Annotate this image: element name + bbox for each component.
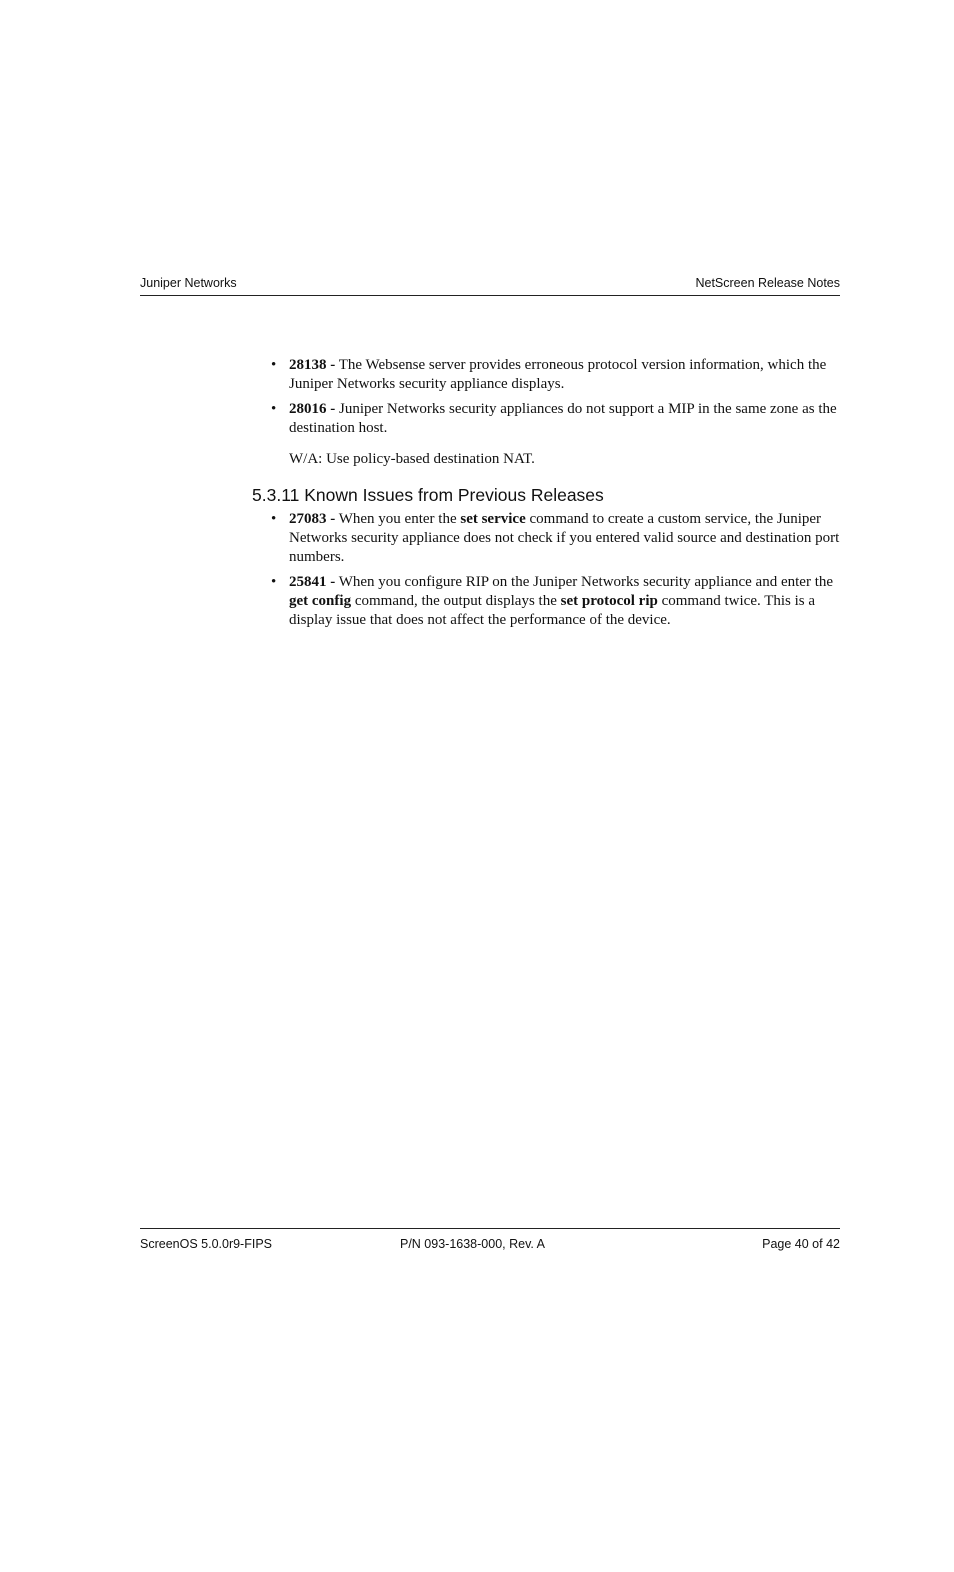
footer-page-number: Page 40 of 42 [762,1237,840,1251]
page-footer [140,1237,840,1251]
issue-text: command, the output displays the [351,593,561,609]
section-heading: 5.3.11 Known Issues from Previous Releases [252,485,604,505]
issue-text: Juniper Networks security appliances do not support a MIP in the same zone as the destination host. [289,401,837,436]
bullet-icon: • [271,401,277,417]
issue-id: 28138 - [289,357,336,373]
header-doc-title: NetScreen Release Notes [695,276,840,290]
issue-text: command twice. This is a display issue that does not affect the performance of the device. [289,593,816,628]
bullet-icon: • [271,357,277,373]
issue-id: 27083 - [289,511,336,527]
list-item [252,356,842,394]
bullet-icon: • [271,511,277,527]
issue-id: 28016 - [289,401,336,417]
issue-text: command to create a custom service, the Juniper Networks security appliance does not check if you entered valid source and destination port numbers. [289,511,840,565]
issue-text: When you configure RIP on the Juniper Networks security appliance and enter the [335,574,834,590]
footer-part-number: P/N 093-1638-000, Rev. A [400,1237,545,1251]
command-name: get config [289,593,352,609]
command-name: set protocol rip [560,593,658,609]
header-company: Juniper Networks [140,276,237,290]
issue-list-known [252,510,842,630]
list-item [252,400,842,438]
footer-rule [140,1228,840,1229]
command-name: set service [460,511,526,527]
issue-id: 25841 - [289,574,336,590]
list-item [252,510,842,567]
issue-text: The Websense server provides erroneous protocol version information, which the Juniper Networks security appliance displays. [289,357,827,392]
bullet-icon: • [271,574,277,590]
list-item [252,573,842,630]
main-content [252,356,842,636]
page-header [140,276,840,290]
footer-product-version: ScreenOS 5.0.0r9-FIPS [140,1237,273,1251]
issue-list-top [252,356,842,438]
header-rule [140,295,840,296]
issue-text: When you enter the [335,511,461,527]
workaround-text: W/A: Use policy-based destination NAT. [289,451,535,467]
